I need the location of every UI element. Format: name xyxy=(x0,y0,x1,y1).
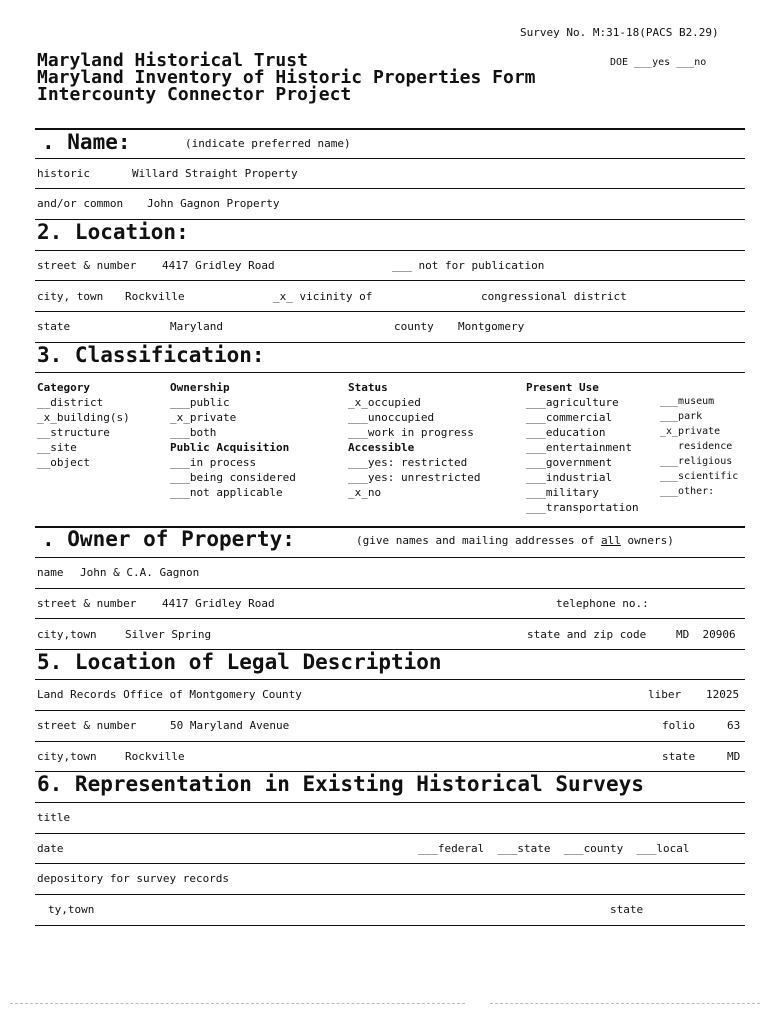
present-use-item: ___transportation xyxy=(526,501,639,514)
survey-number: Survey No. M:31-18(PACS B2.29) xyxy=(520,26,719,39)
legal-street-label: street & number xyxy=(37,719,137,732)
present-use-item: ___education xyxy=(526,426,606,439)
folio-value: 63 xyxy=(727,719,741,732)
common-value: John Gagnon Property xyxy=(147,197,280,210)
survey-title-label: title xyxy=(37,811,71,824)
present-use-item: ___commercial xyxy=(526,411,613,424)
ownership-item: _x_private xyxy=(170,411,237,424)
location-street-label: street & number xyxy=(37,259,137,272)
present-use-title: Present Use xyxy=(526,381,599,394)
legal-state-label: state xyxy=(662,750,696,763)
accessible-item: ___yes: restricted xyxy=(348,456,468,469)
present-use-item: _x_private xyxy=(660,426,721,437)
status-item: _x_occupied xyxy=(348,396,421,409)
form-title-line2: Maryland Inventory of Historic Properties Form xyxy=(37,67,536,88)
classification-section-heading: 3. Classification: xyxy=(37,343,265,367)
present-use-item: residence xyxy=(660,441,733,452)
category-item: __site xyxy=(37,441,77,454)
accessible-item: _x_no xyxy=(348,486,382,499)
acquisition-item: ___not applicable xyxy=(170,486,283,499)
owner-name-label: name xyxy=(37,566,64,579)
location-county-value: Montgomery xyxy=(458,320,525,333)
present-use-item: ___scientific xyxy=(660,471,739,482)
survey-state-label: state xyxy=(610,903,644,916)
legal-street-value: 50 Maryland Avenue xyxy=(170,719,290,732)
owner-state-zip-label: state and zip code xyxy=(527,628,647,641)
location-state-label: state xyxy=(37,320,71,333)
present-use-item: ___entertainment xyxy=(526,441,632,454)
legal-city-value: Rockville xyxy=(125,750,185,763)
acquisition-item: ___being considered xyxy=(170,471,296,484)
scan-artifact-line xyxy=(490,1003,760,1004)
survey-levels: ___federal ___state ___county ___local xyxy=(418,842,690,855)
scan-artifact-line xyxy=(10,1003,465,1004)
location-section-heading: 2. Location: xyxy=(37,220,189,244)
owner-street-label: street & number xyxy=(37,597,137,610)
survey-city-label: ty,town xyxy=(48,903,95,916)
representation-section-heading: 6. Representation in Existing Historical Surveys xyxy=(37,772,644,796)
congressional-district: congressional district xyxy=(481,290,627,303)
owner-section-note: (give names and mailing addresses of all owners) xyxy=(356,534,674,547)
status-item: ___unoccupied xyxy=(348,411,435,424)
form-title-line3: Intercounty Connector Project xyxy=(37,84,352,105)
category-title: Category xyxy=(37,381,90,394)
legal-section-heading: 5. Location of Legal Description xyxy=(37,650,442,674)
liber-value: 12025 xyxy=(706,688,740,701)
depository-label: depository for survey records xyxy=(37,872,230,885)
location-city-label: city, town xyxy=(37,290,104,303)
liber-label: liber xyxy=(648,688,682,701)
accessible-title: Accessible xyxy=(348,441,415,454)
not-for-publication: ___ not for publication xyxy=(392,259,545,272)
present-use-item: ___museum xyxy=(660,396,715,407)
ownership-title: Ownership xyxy=(170,381,230,394)
historic-value: Willard Straight Property xyxy=(132,167,298,180)
owner-state-zip-value: MD 20906 xyxy=(676,628,736,641)
status-item: ___work in progress xyxy=(348,426,474,439)
owner-city-value: Silver Spring xyxy=(125,628,212,641)
present-use-item: ___military xyxy=(526,486,599,499)
legal-city-label: city,town xyxy=(37,750,97,763)
present-use-item: ___industrial xyxy=(526,471,613,484)
accessible-item: ___yes: unrestricted xyxy=(348,471,481,484)
category-item: __structure xyxy=(37,426,110,439)
name-section-heading: . Name: xyxy=(42,130,131,154)
location-state-value: Maryland xyxy=(170,320,223,333)
owner-section-heading: . Owner of Property: xyxy=(42,527,295,551)
owner-city-label: city,town xyxy=(37,628,97,641)
acquisition-title: Public Acquisition xyxy=(170,441,290,454)
category-item: _x_building(s) xyxy=(37,411,130,424)
vicinity-of: _x_ vicinity of xyxy=(273,290,373,303)
legal-office: Land Records Office of Montgomery County xyxy=(37,688,302,701)
category-item: __object xyxy=(37,456,90,469)
owner-name-value: John & C.A. Gagnon xyxy=(80,566,200,579)
common-label: and/or common xyxy=(37,197,124,210)
location-county-label: county xyxy=(394,320,434,333)
owner-street-value: 4417 Gridley Road xyxy=(162,597,275,610)
ownership-item: ___both xyxy=(170,426,217,439)
category-item: __district xyxy=(37,396,104,409)
ownership-item: ___public xyxy=(170,396,230,409)
present-use-item: ___other: xyxy=(660,486,715,497)
location-city-value: Rockville xyxy=(125,290,185,303)
acquisition-item: ___in process xyxy=(170,456,257,469)
folio-label: folio xyxy=(662,719,696,732)
present-use-item: ___government xyxy=(526,456,613,469)
historic-label: historic xyxy=(37,167,90,180)
survey-date-label: date xyxy=(37,842,64,855)
owner-telephone-label: telephone no.: xyxy=(556,597,649,610)
present-use-item: ___park xyxy=(660,411,703,422)
name-section-note: (indicate preferred name) xyxy=(185,137,351,150)
legal-state-value: MD xyxy=(727,750,741,763)
form-title-line1: Maryland Historical Trust xyxy=(37,50,308,71)
doe-field: DOE ___yes ___no xyxy=(610,57,707,68)
location-street-value: 4417 Gridley Road xyxy=(162,259,275,272)
status-title: Status xyxy=(348,381,388,394)
present-use-item: ___religious xyxy=(660,456,733,467)
present-use-item: ___agriculture xyxy=(526,396,619,409)
